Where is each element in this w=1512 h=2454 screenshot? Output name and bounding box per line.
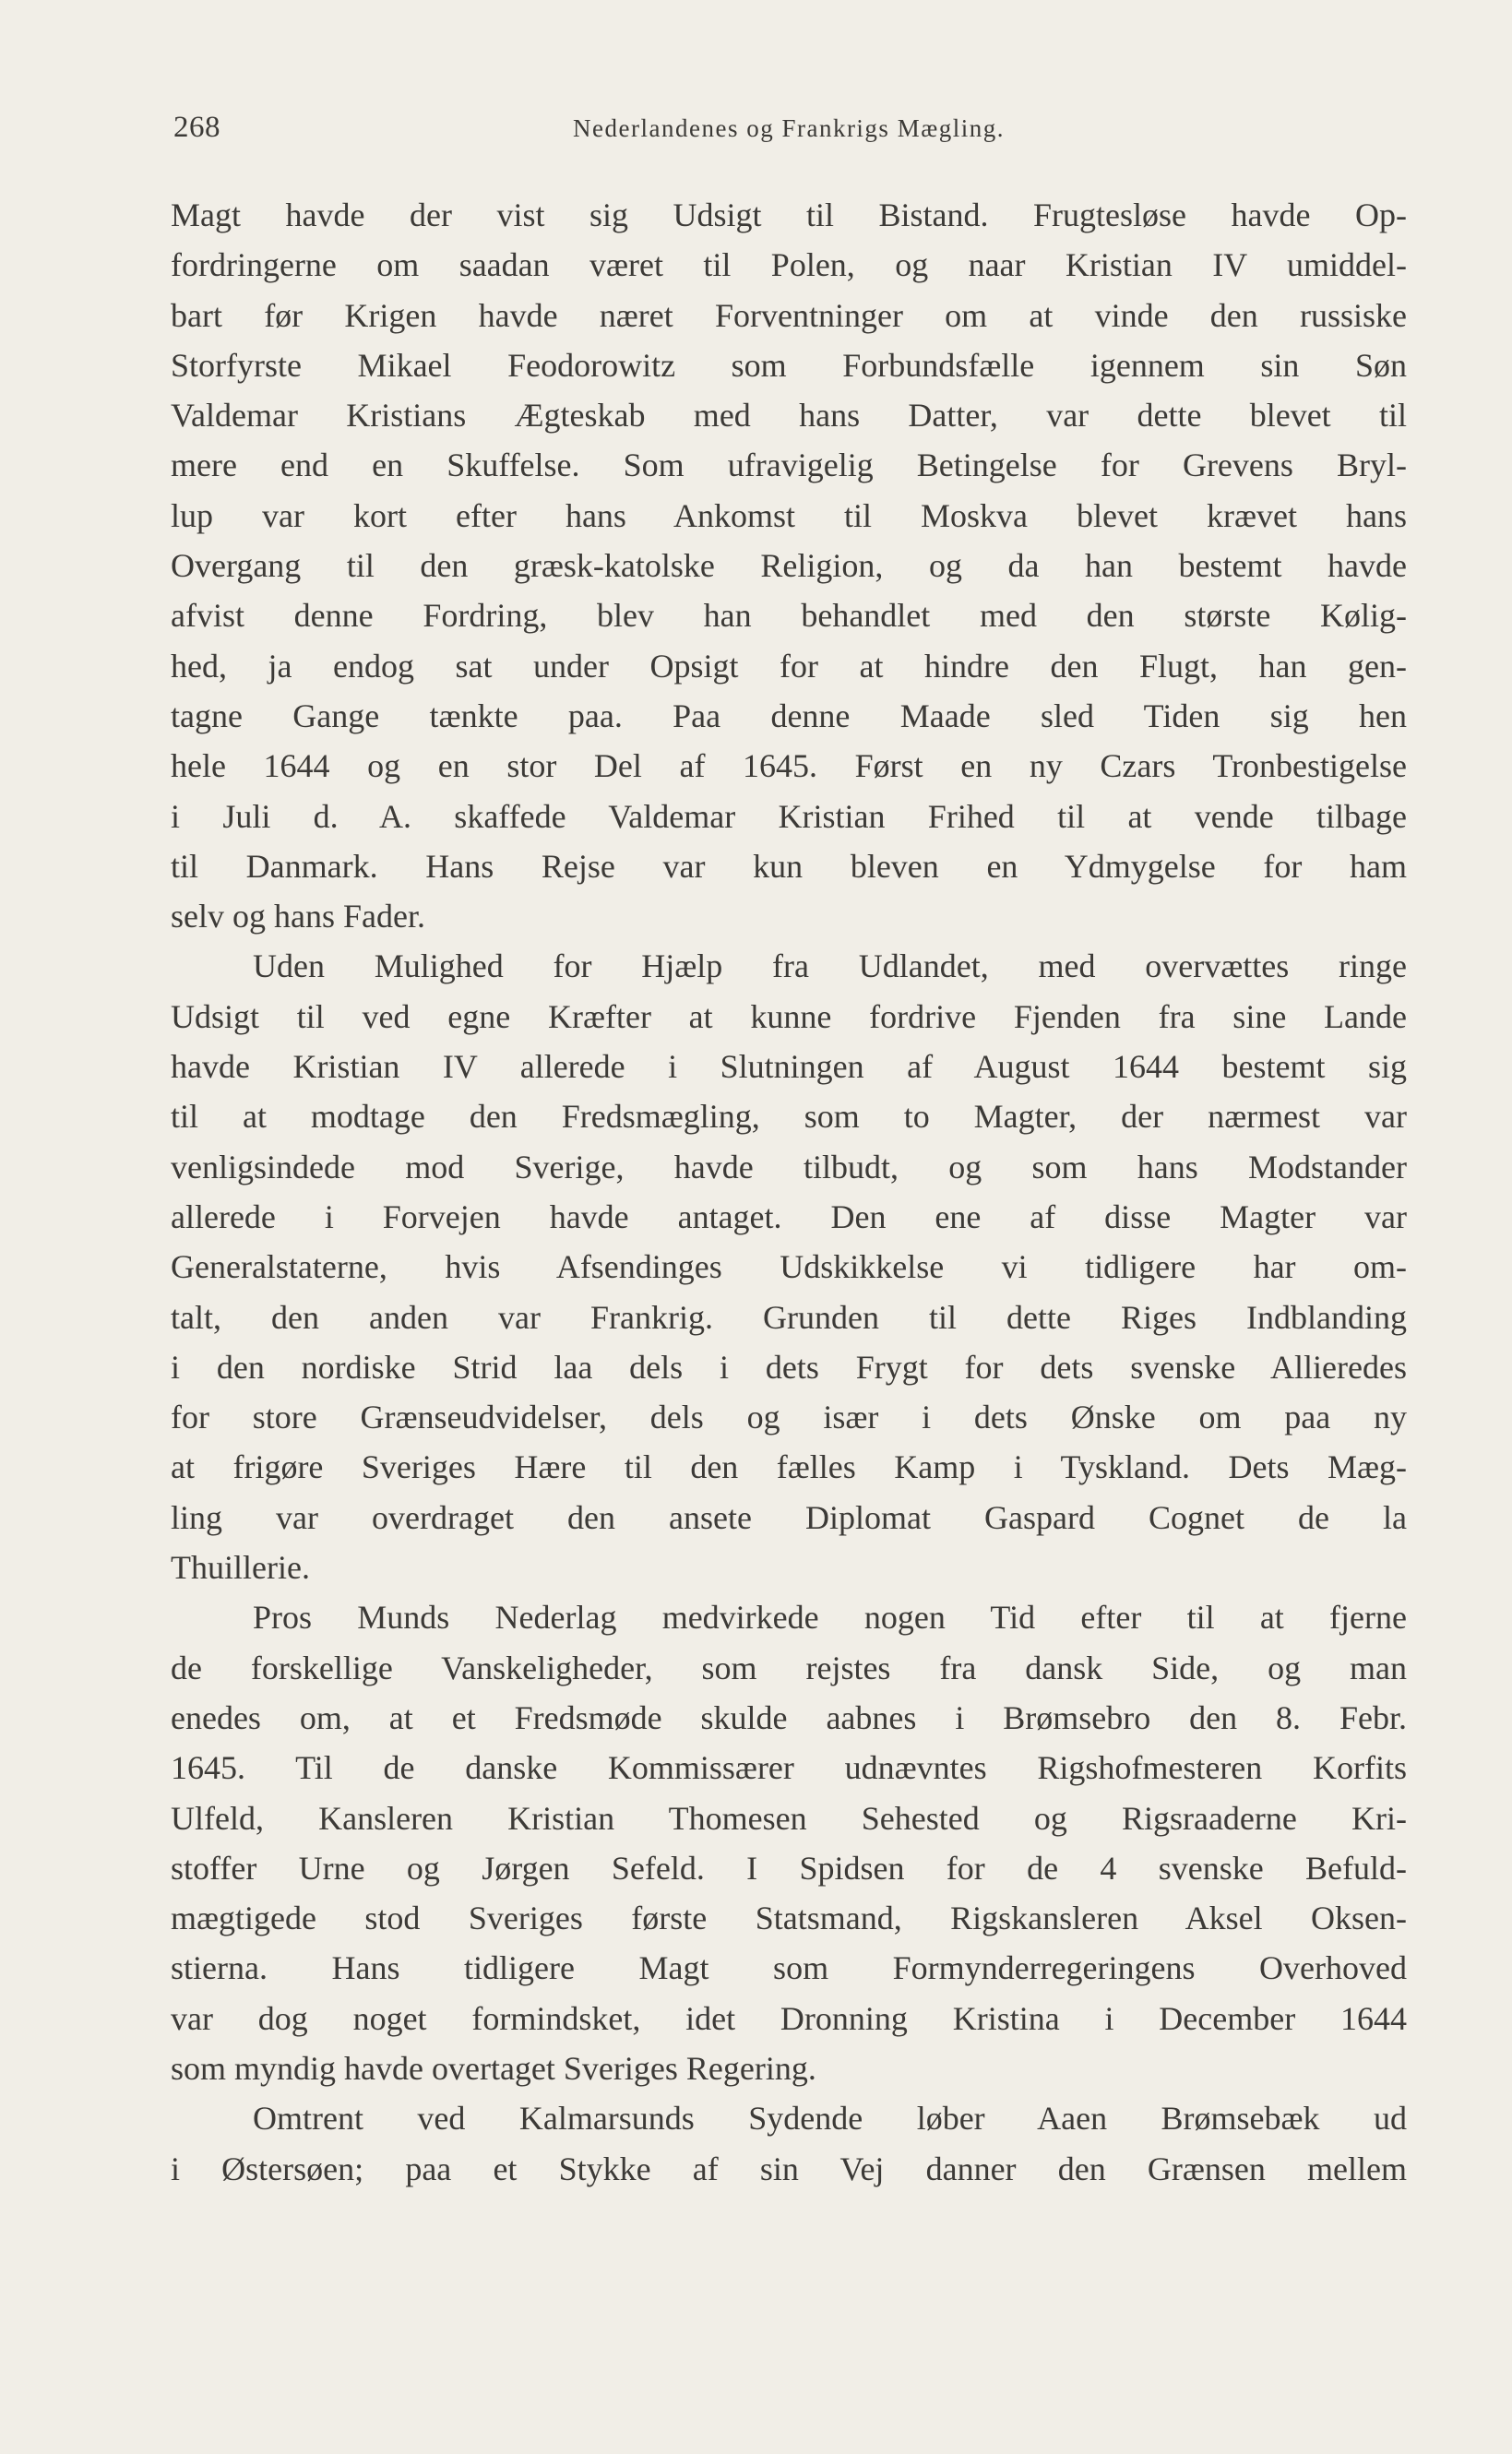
text-line: var dog noget formindsket, idet Dronning Kristina i December 1644 [171, 1999, 1407, 2037]
text-line: talt, den anden var Frankrig. Grunden til dette Riges Indblanding [171, 1298, 1407, 1336]
text-line: mægtigede stod Sveriges første Statsmand, Rigskansleren Aksel Oksen- [171, 1900, 1407, 1937]
text-line: Generalstaterne, hvis Afsendinges Udskikkelse vi tidligere har om- [171, 1248, 1407, 1286]
text-line: Magt havde der vist sig Udsigt til Bistand. Frugtesløse havde Op- [171, 197, 1407, 233]
text-line: til Danmark. Hans Rejse var kun bleven en Ydmygelse for ham [171, 847, 1407, 885]
text-line: afvist denne Fordring, blev han behandlet med den største Kølig- [171, 597, 1407, 635]
text-line: mere end en Skuffelse. Som ufravigelig Betingelse for Grevens Bryl- [171, 447, 1407, 484]
body-text [171, 190, 1407, 2194]
paragraph [171, 941, 1407, 1592]
text-line: i Juli d. A. skaffede Valdemar Kristian Frihed til at vende tilbage [171, 797, 1407, 835]
text-line: at frigøre Sveriges Hære til den fælles Kamp i Tyskland. Dets Mæg- [171, 1448, 1407, 1486]
text-line: tagne Gange tænkte paa. Paa denne Maade sled Tiden sig hen [171, 697, 1407, 734]
text-line: havde Kristian IV allerede i Slutningen af August 1644 bestemt sig [171, 1048, 1407, 1086]
text-line: i den nordiske Strid laa dels i dets Frygt for dets svenske Allieredes [171, 1348, 1407, 1386]
text-line: ling var overdraget den ansete Diplomat Gaspard Cognet de la [171, 1498, 1407, 1536]
text-line: Udsigt til ved egne Kræfter at kunne fordrive Fjenden fra sine Lande [171, 997, 1407, 1035]
paragraph [171, 1592, 1407, 2093]
text-line: hele 1644 og en stor Del af 1645. Først en ny Czars Tronbestigelse [171, 747, 1407, 785]
text-line: enedes om, at et Fredsmøde skulde aabnes i Brømsebro den 8. Febr. [171, 1698, 1407, 1736]
page-number: 268 [173, 111, 220, 144]
text-line: stoffer Urne og Jørgen Sefeld. I Spidsen for de 4 svenske Befuld- [171, 1849, 1407, 1887]
text-line: Storfyrste Mikael Feodorowitz som Forbundsfælle igennem sin Søn [171, 346, 1407, 384]
text-line: Thuillerie. [171, 1549, 310, 1587]
text-line: venligsindede mod Sverige, havde tilbudt, og som hans Modstander [171, 1148, 1407, 1185]
paragraph [171, 190, 1407, 941]
text-line: selv og hans Fader. [171, 898, 425, 935]
text-line: de forskellige Vanskeligheder, som rejstes fra dansk Side, og man [171, 1649, 1407, 1686]
text-line: for store Grænseudvidelser, dels og især i dets Ønske om paa ny [171, 1399, 1407, 1436]
text-line: allerede i Forvejen havde antaget. Den ene af disse Magter var [171, 1197, 1407, 1235]
text-line: hed, ja endog sat under Opsigt for at hindre den Flugt, han gen- [171, 647, 1407, 685]
text-line: stierna. Hans tidligere Magt som Formynderregeringens Overhoved [171, 1949, 1407, 1987]
text-line: Omtrent ved Kalmarsunds Sydende løber Aaen Brømsebæk ud [253, 2100, 1407, 2138]
text-line: Valdemar Kristians Ægteskab med hans Datter, var dette blevet til [171, 397, 1407, 435]
text-line: 1645. Til de danske Kommissærer udnævntes Rigshofmesteren Korfits [171, 1749, 1407, 1787]
text-line: bart før Krigen havde næret Forventninger om at vinde den russiske [171, 296, 1407, 334]
text-line: Ulfeld, Kansleren Kristian Thomesen Sehested og Rigsraaderne Kri- [171, 1799, 1407, 1837]
text-line: til at modtage den Fredsmægling, som to Magter, der nærmest var [171, 1098, 1407, 1136]
text-line: Pros Munds Nederlag medvirkede nogen Tid efter til at fjerne [253, 1599, 1407, 1637]
paragraph [171, 2093, 1407, 2194]
running-title: Nederlandenes og Frankrigs Mægling. [573, 114, 1005, 142]
text-line: som myndig havde overtaget Sveriges Regering. [171, 2049, 816, 2087]
text-line: fordringerne om saadan været til Polen, og naar Kristian IV umiddel- [171, 246, 1407, 284]
text-line: Uden Mulighed for Hjælp fra Udlandet, med overvættes ringe [253, 947, 1407, 985]
page-header [171, 107, 1407, 153]
text-line: i Østersøen; paa et Stykke af sin Vej danner den Grænsen mellem [171, 2150, 1407, 2187]
text-line: lup var kort efter hans Ankomst til Moskva blevet krævet hans [171, 496, 1407, 534]
text-line: Overgang til den græsk-katolske Religion, og da han bestemt havde [171, 547, 1407, 585]
